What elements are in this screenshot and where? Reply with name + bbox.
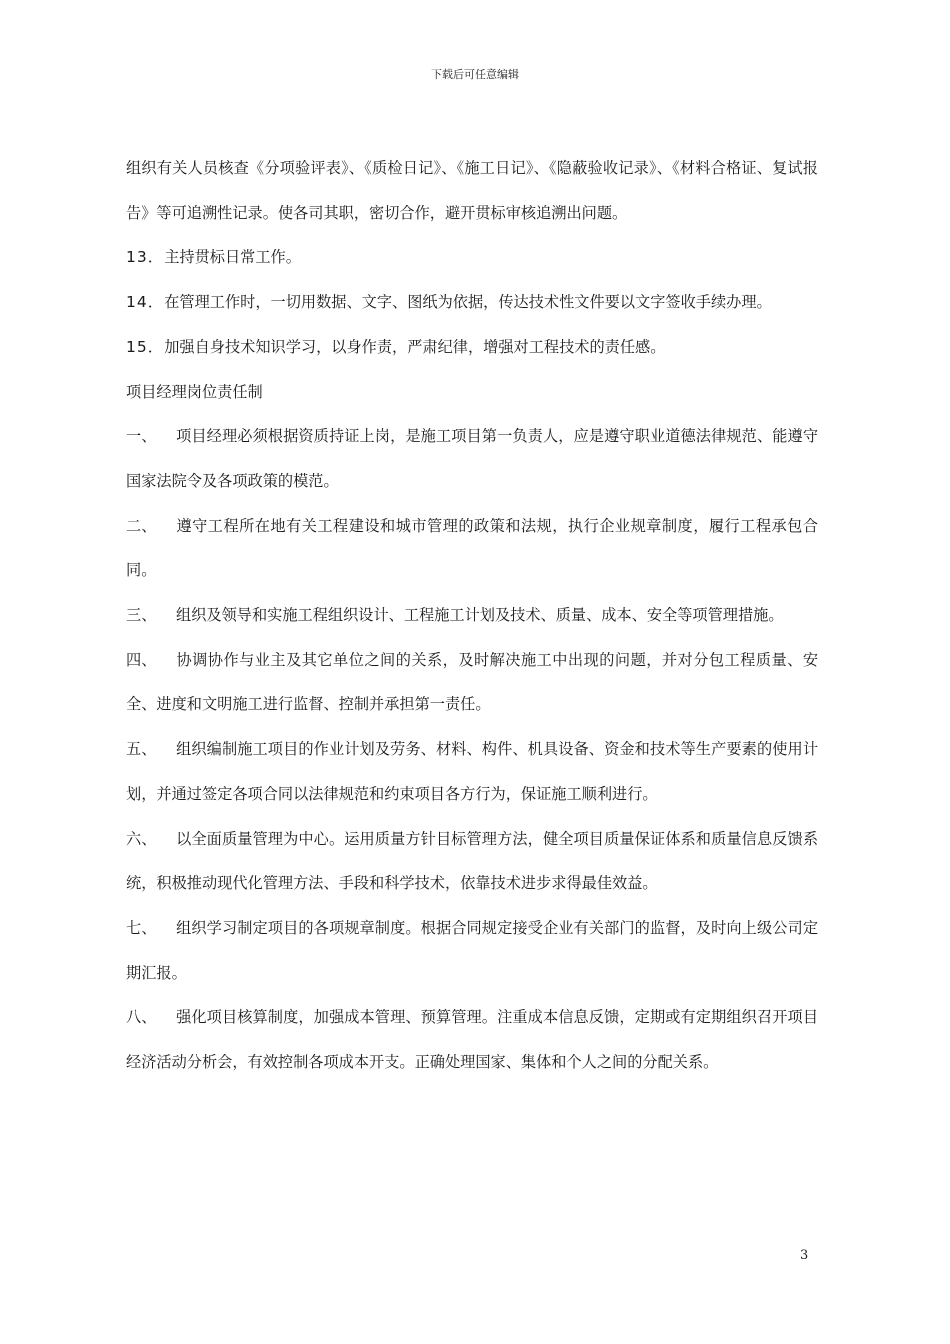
item-marker: 四、 — [126, 650, 157, 669]
document-body — [126, 146, 818, 1085]
section-heading — [126, 370, 818, 415]
paragraph-item-14 — [126, 280, 818, 325]
item-number: 13． — [126, 248, 165, 267]
paragraph-item-15 — [126, 325, 818, 370]
paragraph-item-4 — [126, 638, 818, 727]
page-number: 3 — [800, 1248, 809, 1263]
paragraph-item-5 — [126, 727, 818, 816]
item-number: 15． — [126, 337, 165, 356]
paragraph-item-8 — [126, 995, 818, 1084]
paragraph-text: 加强自身技术知识学习，以身作责，严肃纪律，增强对工程技术的责任感。 — [164, 337, 666, 356]
paragraph-text: 遵守工程所在地有关工程建设和城市管理的政策和法规，执行企业规章制度，履行工程承包合同。 — [126, 516, 818, 580]
paragraph-text: 组织及领导和实施工程组织设计、工程施工计划及技术、质量、成本、安全等项管理措施。 — [176, 606, 784, 625]
item-marker: 二、 — [126, 516, 157, 535]
item-marker: 六、 — [126, 829, 157, 848]
item-marker: 七、 — [126, 918, 157, 937]
item-marker: 五、 — [126, 740, 157, 759]
item-marker: 一、 — [126, 427, 157, 446]
paragraph-item-3 — [126, 593, 818, 638]
paragraph-item-13 — [126, 235, 818, 280]
paragraph-item-2 — [126, 504, 818, 593]
paragraph-text: 协调协作与业主及其它单位之间的关系，及时解决施工中出现的问题，并对分包工程质量、安全、进度和文明施工进行监督、控制并承担第一责任。 — [126, 650, 818, 714]
item-number: 14． — [126, 293, 165, 312]
paragraph-text: 组织有关人员核查《分项验评表》、《质检日记》、《施工日记》、《隐蔽验收记录》、《材料合格证、复试报告》等可追溯性记录。使各司其职，密切合作，避开贯标审核追溯出问题。 — [126, 159, 818, 222]
paragraph-text: 以全面质量管理为中心。运用质量方针目标管理方法，健全项目质量保证体系和质量信息反馈系统，积极推动现代化管理方法、手段和科学技术，依靠技术进步求得最佳效益。 — [126, 829, 818, 893]
paragraph-item-7 — [126, 906, 818, 995]
paragraph-text: 组织编制施工项目的作业计划及劳务、材料、构件、机具设备、资金和技术等生产要素的使用计划，并通过签定各项合同以法律规范和约束项目各方行为，保证施工顺利进行。 — [126, 740, 818, 803]
paragraph-text: 项目经理必须根据资质持证上岗，是施工项目第一负责人，应是遵守职业道德法律规范、能遵守国家法院令及各项政策的模范。 — [126, 427, 818, 490]
paragraph-text: 主持贯标日常工作。 — [164, 248, 301, 267]
paragraph-item-6 — [126, 817, 818, 906]
paragraph-item-1 — [126, 414, 818, 503]
paragraph-text: 在管理工作时，一切用数据、文字、图纸为依据，传达技术性文件要以文字签收手续办理。 — [164, 293, 772, 312]
section-title: 项目经理岗位责任制 — [126, 382, 263, 401]
item-marker: 三、 — [126, 606, 157, 625]
paragraph-text: 组织学习制定项目的各项规章制度。根据合同规定接受企业有关部门的监督，及时向上级公司定期汇报。 — [126, 918, 818, 982]
page-header: 下载后可任意编辑 — [431, 68, 519, 81]
paragraph-text: 强化项目核算制度，加强成本管理、预算管理。注重成本信息反馈，定期或有定期组织召开项目经济活动分析会，有效控制各项成本开支。正确处理国家、集体和个人之间的分配关系。 — [126, 1008, 818, 1072]
item-marker: 八、 — [126, 1008, 157, 1027]
paragraph-records — [126, 146, 818, 235]
